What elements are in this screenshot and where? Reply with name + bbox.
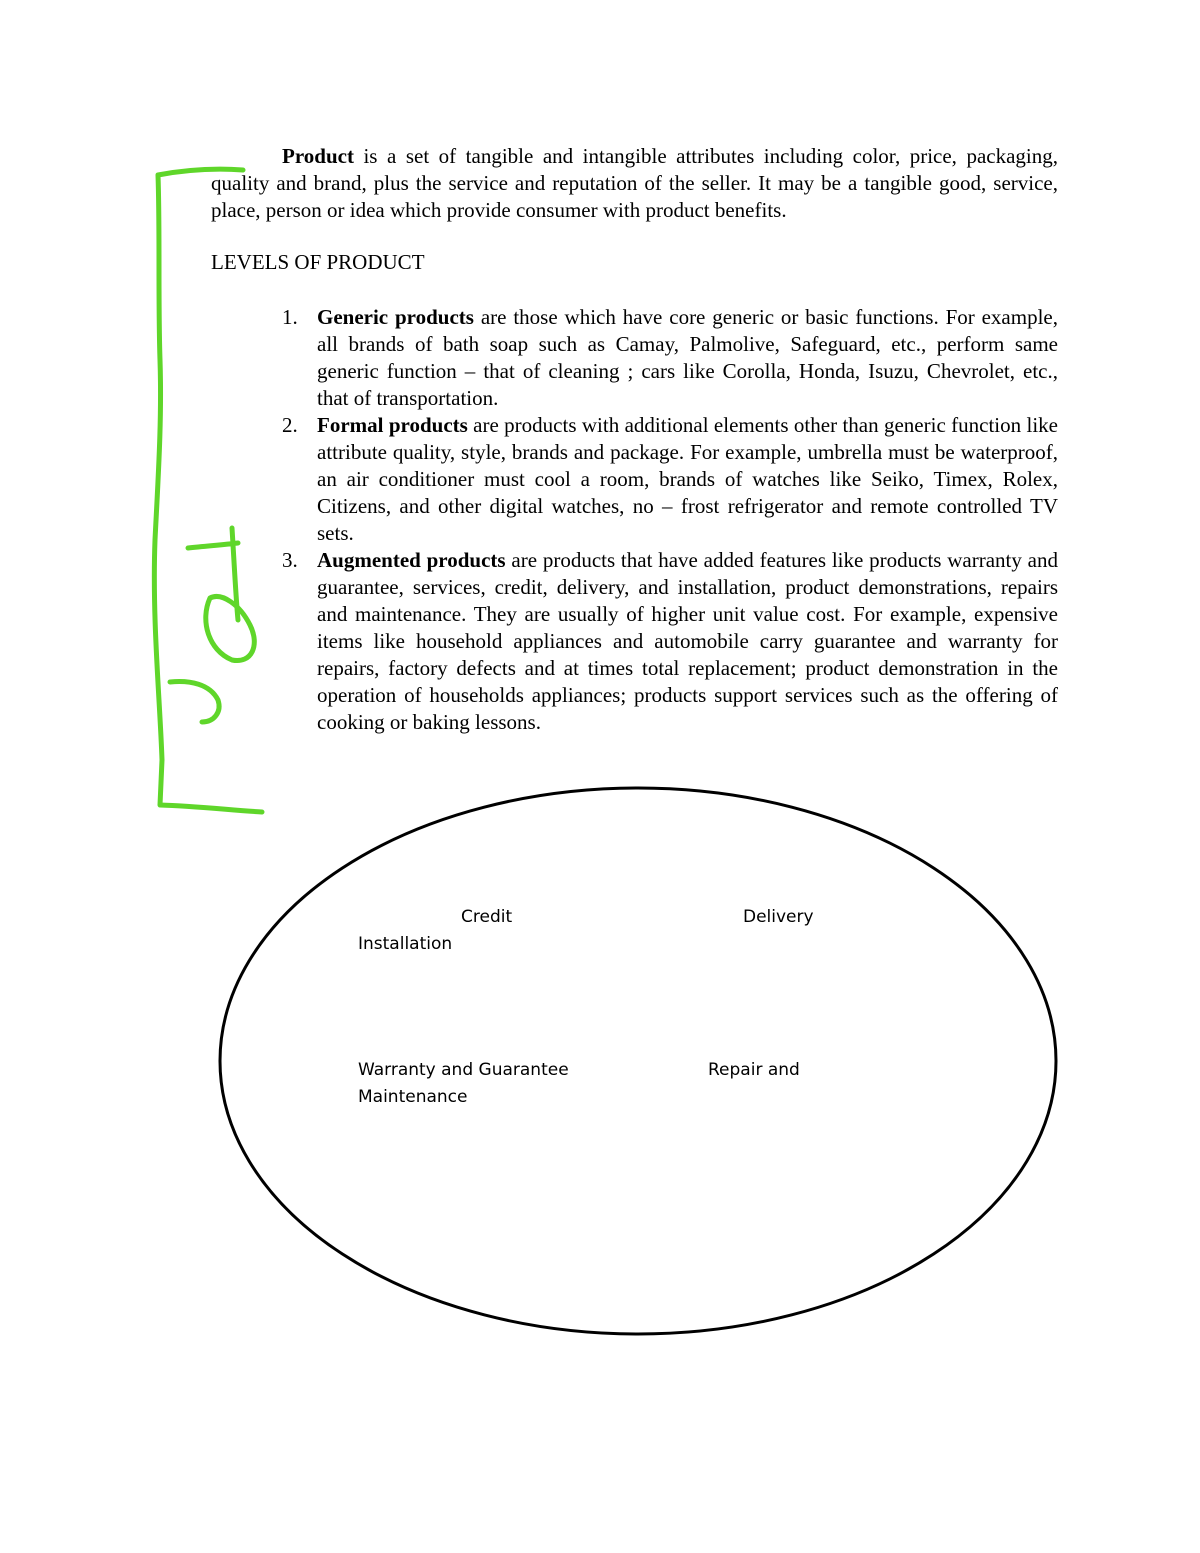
label-credit: Credit [461,907,513,927]
levels-list [211,304,1058,736]
list-item [211,412,1058,547]
list-item-term: Formal products [317,413,468,437]
list-item-term: Augmented products [317,548,506,572]
list-item [211,304,1058,412]
list-item-number: 1. [282,305,298,329]
label-delivery: Delivery [743,907,814,927]
list-item-term: Generic products [317,305,474,329]
list-item-text: are products with additional elements other than generic function like attribute quality, style, brands and package. For example, umbrella must be waterproof, an air conditioner must cool a room, brands of watches like Seiko, Timex, Rolex, Citizens, and other digital watches, no – frost refrigerator and remote controlled TV sets. [317,413,1058,545]
label-repair: Repair and [708,1060,800,1080]
list-item-text: are products that have added features like products warranty and guarantee, services, credit, delivery, and installation, product demonstrations, repairs and maintenance. They are usually of higher unit value cost. For example, expensive items like household appliances and automobile carry guarantee and warranty for repairs, factory defects and at times total replacement; product demonstration in the operation of households appliances; products support services such as the offering of cooking or baking lessons. [317,548,1058,734]
label-warranty: Warranty and Guarantee [358,1060,569,1080]
intro-term: Product [282,144,354,168]
section-heading: LEVELS OF PRODUCT [211,250,425,274]
list-item [211,547,1058,736]
intro-paragraph [211,143,1058,224]
list-item-text: are those which have core generic or basic functions. For example, all brands of bath soap such as Camay, Palmolive, Safeguard, etc., perform same generic function – that of cleaning ; cars like Corolla, Honda, Isuzu, Chevrolet, etc., that of transportation. [317,305,1058,410]
augmented-product-ellipse [220,788,1056,1334]
label-installation: Installation [358,934,453,954]
list-item-number: 3. [282,548,298,572]
list-item-number: 2. [282,413,298,437]
label-maintenance: Maintenance [358,1087,468,1107]
document-body [211,143,1058,736]
intro-text: is a set of tangible and intangible attributes including color, price, packaging, quality and brand, plus the service and reputation of the seller. It may be a tangible good, service, place, person or idea which provide consumer with product benefits. [211,144,1058,222]
